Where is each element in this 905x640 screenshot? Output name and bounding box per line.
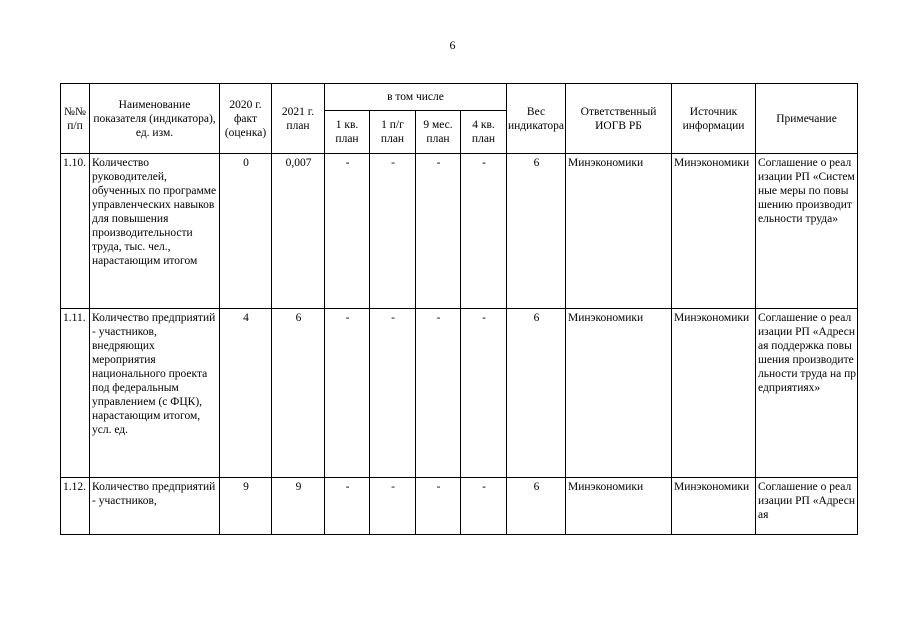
row-h1: - [370, 309, 416, 478]
row-plan-2021: 9 [272, 478, 325, 535]
row-9m: - [416, 478, 461, 535]
row-num: 1.12. [61, 478, 90, 535]
row-9m: - [416, 309, 461, 478]
row-fact-2020: 4 [220, 309, 272, 478]
header-weight: Вес индикатора [507, 84, 566, 154]
row-name: Количество предприятий - участников, внедряющих мероприятия национального проекта под федеральным управлением (с ФЦК), нарастающим итогом, усл. ед. [90, 309, 220, 478]
row-h1: - [370, 154, 416, 309]
row-num: 1.11. [61, 309, 90, 478]
page-number: 6 [449, 38, 456, 52]
header-fact-2020: 2020 г. факт (оценка) [220, 84, 272, 154]
row-note: Соглашение о реализации РП «Адресная поддержка повышения производительности труда на предприятиях» [756, 309, 858, 478]
row-fact-2020: 0 [220, 154, 272, 309]
header-9m: 9 мес. план [416, 111, 461, 154]
row-fact-2020: 9 [220, 478, 272, 535]
row-plan-2021: 0,007 [272, 154, 325, 309]
row-source: Минэкономики [672, 309, 756, 478]
row-responsible: Минэкономики [566, 478, 672, 535]
row-note: Соглашение о реализации РП «Системные меры по повышению производительности труда» [756, 154, 858, 309]
row-q4: - [461, 154, 507, 309]
header-note: Примечание [756, 84, 858, 154]
header-num: №№ п/п [61, 84, 90, 154]
row-source: Минэкономики [672, 478, 756, 535]
header-name: Наименование показателя (индикатора), ед. изм. [90, 84, 220, 154]
row-note: Соглашение о реализации РП «Адресная [756, 478, 858, 535]
row-responsible: Минэкономики [566, 154, 672, 309]
header-q4: 4 кв. план [461, 111, 507, 154]
row-weight: 6 [507, 154, 566, 309]
row-q4: - [461, 478, 507, 535]
row-weight: 6 [507, 309, 566, 478]
row-q1: - [325, 478, 370, 535]
header-h1: 1 п/г план [370, 111, 416, 154]
row-name: Количество предприятий - участников, [90, 478, 220, 535]
row-weight: 6 [507, 478, 566, 535]
indicators-table [60, 83, 858, 535]
table-header-row [61, 84, 858, 111]
row-source: Минэкономики [672, 154, 756, 309]
header-responsible: Ответственный ИОГВ РБ [566, 84, 672, 154]
header-q1: 1 кв. план [325, 111, 370, 154]
table-row [61, 478, 858, 535]
table-row [61, 154, 858, 309]
header-including: в том числе [325, 84, 507, 111]
row-responsible: Минэкономики [566, 309, 672, 478]
row-name: Количество руководителей, обученных по программе управленческих навыков для повышения производительности труда, тыс. чел., нарастающим итогом [90, 154, 220, 309]
row-9m: - [416, 154, 461, 309]
row-plan-2021: 6 [272, 309, 325, 478]
row-q1: - [325, 309, 370, 478]
row-q4: - [461, 309, 507, 478]
row-num: 1.10. [61, 154, 90, 309]
header-source: Источник информации [672, 84, 756, 154]
table-row [61, 309, 858, 478]
row-q1: - [325, 154, 370, 309]
row-h1: - [370, 478, 416, 535]
header-plan-2021: 2021 г. план [272, 84, 325, 154]
